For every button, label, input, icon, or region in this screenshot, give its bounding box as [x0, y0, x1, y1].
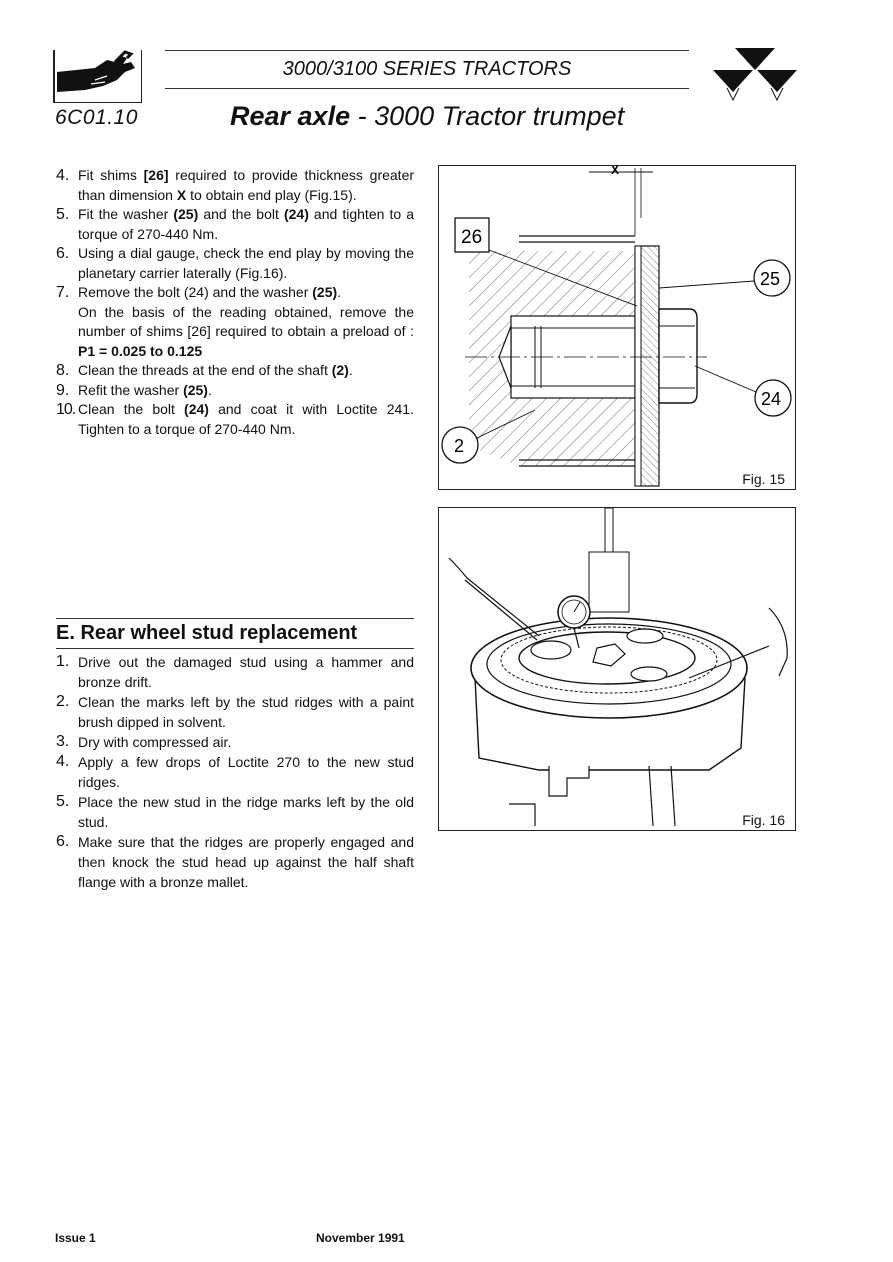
section-e-step: [56, 652, 414, 692]
step-number: 2.: [56, 693, 70, 710]
section-e-steps: [56, 652, 414, 892]
step-text: Clean the marks left by the stud ridges with a paint brush dipped in solvent.: [78, 694, 414, 730]
procedure-step: [56, 361, 414, 381]
page-title: [230, 101, 624, 132]
step-text: [78, 381, 414, 401]
step-text-run: required to provide thickness greater than dimension: [78, 167, 415, 203]
step-text-bold: P1 = 0.025 to 0.125: [78, 342, 203, 359]
step-text: [78, 400, 414, 439]
section-icon-box: [53, 50, 142, 103]
step-number: 8.: [56, 362, 70, 379]
step-text-run: Remove the bolt (24) and the washer: [78, 284, 313, 300]
step-text-run: and tighten to a torque of 270-440 Nm.: [78, 206, 414, 242]
step-number: 9.: [56, 381, 70, 399]
step-text: Place the new stud in the ridge marks left by the old stud.: [78, 794, 414, 830]
step-text-run: Using a dial gauge, check the end play by moving the planetary carrier laterally (Fig.16).: [78, 245, 414, 281]
brand-logo-icon: [713, 48, 797, 106]
step-text-run: Fit shims: [78, 167, 144, 183]
step-text-run: to obtain end play (Fig.15).: [186, 186, 357, 203]
procedure-step: [56, 381, 414, 401]
section-rule-bottom: [56, 648, 414, 649]
fig15-dim-label: X: [611, 166, 620, 177]
fig16-drawing: [439, 508, 795, 830]
step-text-run: Refit the washer: [78, 381, 184, 398]
step-number: 5.: [56, 206, 70, 223]
header-top-rule: [165, 50, 689, 51]
step-text-bold: (2): [331, 362, 349, 378]
step-number: 6.: [56, 245, 70, 262]
step-text-bold: [26]: [143, 167, 169, 183]
step-text-run: and the bolt: [198, 206, 284, 222]
step-text-run: Clean the threads at the end of the shaft: [78, 362, 332, 378]
step-text: Dry with compressed air.: [78, 734, 232, 750]
step-number: 1.: [56, 653, 70, 670]
procedure-steps: [56, 166, 414, 439]
section-e-step: [56, 732, 414, 752]
step-text: [78, 361, 414, 381]
step-text-run: Fit the washer: [78, 206, 174, 222]
step-number: 7.: [56, 284, 70, 301]
step-text-bold: (25): [173, 206, 199, 222]
step-number: 4.: [56, 167, 70, 184]
step-text-run: .: [207, 381, 212, 398]
section-e-step: [56, 832, 414, 892]
step-text-bold: (24): [283, 206, 309, 222]
section-e-step: [56, 792, 414, 832]
step-number: 4.: [56, 753, 70, 770]
footer-date: November 1991: [316, 1231, 405, 1245]
page-code: 6C01.10: [55, 106, 138, 129]
series-title: 3000/3100 SERIES TRACTORS: [282, 58, 572, 80]
procedure-step: [56, 283, 414, 361]
step-text: [78, 166, 414, 205]
hand-wrench-icon: [55, 50, 141, 102]
title-bold: Rear axle: [230, 101, 351, 131]
step-text: [78, 283, 414, 361]
figure-15: [438, 165, 796, 490]
section-e-step: [56, 752, 414, 792]
section-e-step: [56, 692, 414, 732]
fig15-label-26: 26: [461, 227, 483, 248]
fig15-caption: Fig. 15: [742, 471, 785, 487]
procedure-step: [56, 400, 414, 439]
step-text: Apply a few drops of Loctite 270 to the new stud ridges.: [78, 754, 414, 790]
header-bottom-rule: [165, 88, 689, 89]
procedure-step: [56, 244, 414, 283]
step-text-run: On the basis of the reading obtained, remove the number of shims [26] required to obtain a preload of :: [78, 303, 414, 339]
step-text: Drive out the damaged stud using a hammer and bronze drift.: [78, 654, 414, 690]
step-text-bold: (25): [183, 381, 208, 398]
step-text-bold: X: [176, 186, 187, 203]
step-text: [78, 244, 414, 283]
fig15-drawing: [439, 166, 795, 489]
step-text-run: .: [348, 362, 353, 378]
fig15-label-25: 25: [760, 269, 781, 289]
step-text-run: and coat it with Loctite 241. Tighten to a torque of 270-440 Nm.: [78, 401, 414, 437]
step-number: 3.: [56, 733, 70, 750]
step-text: [78, 205, 414, 244]
title-rest: - 3000 Tractor trumpet: [350, 101, 625, 131]
procedure-step: [56, 205, 414, 244]
step-text-run: Clean the bolt: [78, 401, 185, 417]
figure-16: [438, 507, 796, 831]
step-number: 6.: [56, 833, 70, 850]
section-rule-top: [56, 618, 414, 619]
step-text-run: .: [337, 284, 342, 300]
step-number: 10.: [56, 401, 76, 418]
footer-issue: Issue 1: [55, 1231, 96, 1245]
step-text: Make sure that the ridges are properly engaged and then knock the stud head up against the half shaft flange with a bronze mallet.: [78, 834, 414, 890]
fig15-label-2: 2: [454, 436, 465, 456]
step-text-bold: (24): [184, 401, 209, 417]
step-text-bold: (25): [312, 284, 338, 300]
fig15-label-24: 24: [761, 389, 782, 409]
procedure-step: [56, 166, 414, 205]
fig16-caption: Fig. 16: [742, 812, 785, 828]
section-title: E. Rear wheel stud replacement: [56, 622, 358, 644]
step-number: 5.: [56, 793, 70, 810]
